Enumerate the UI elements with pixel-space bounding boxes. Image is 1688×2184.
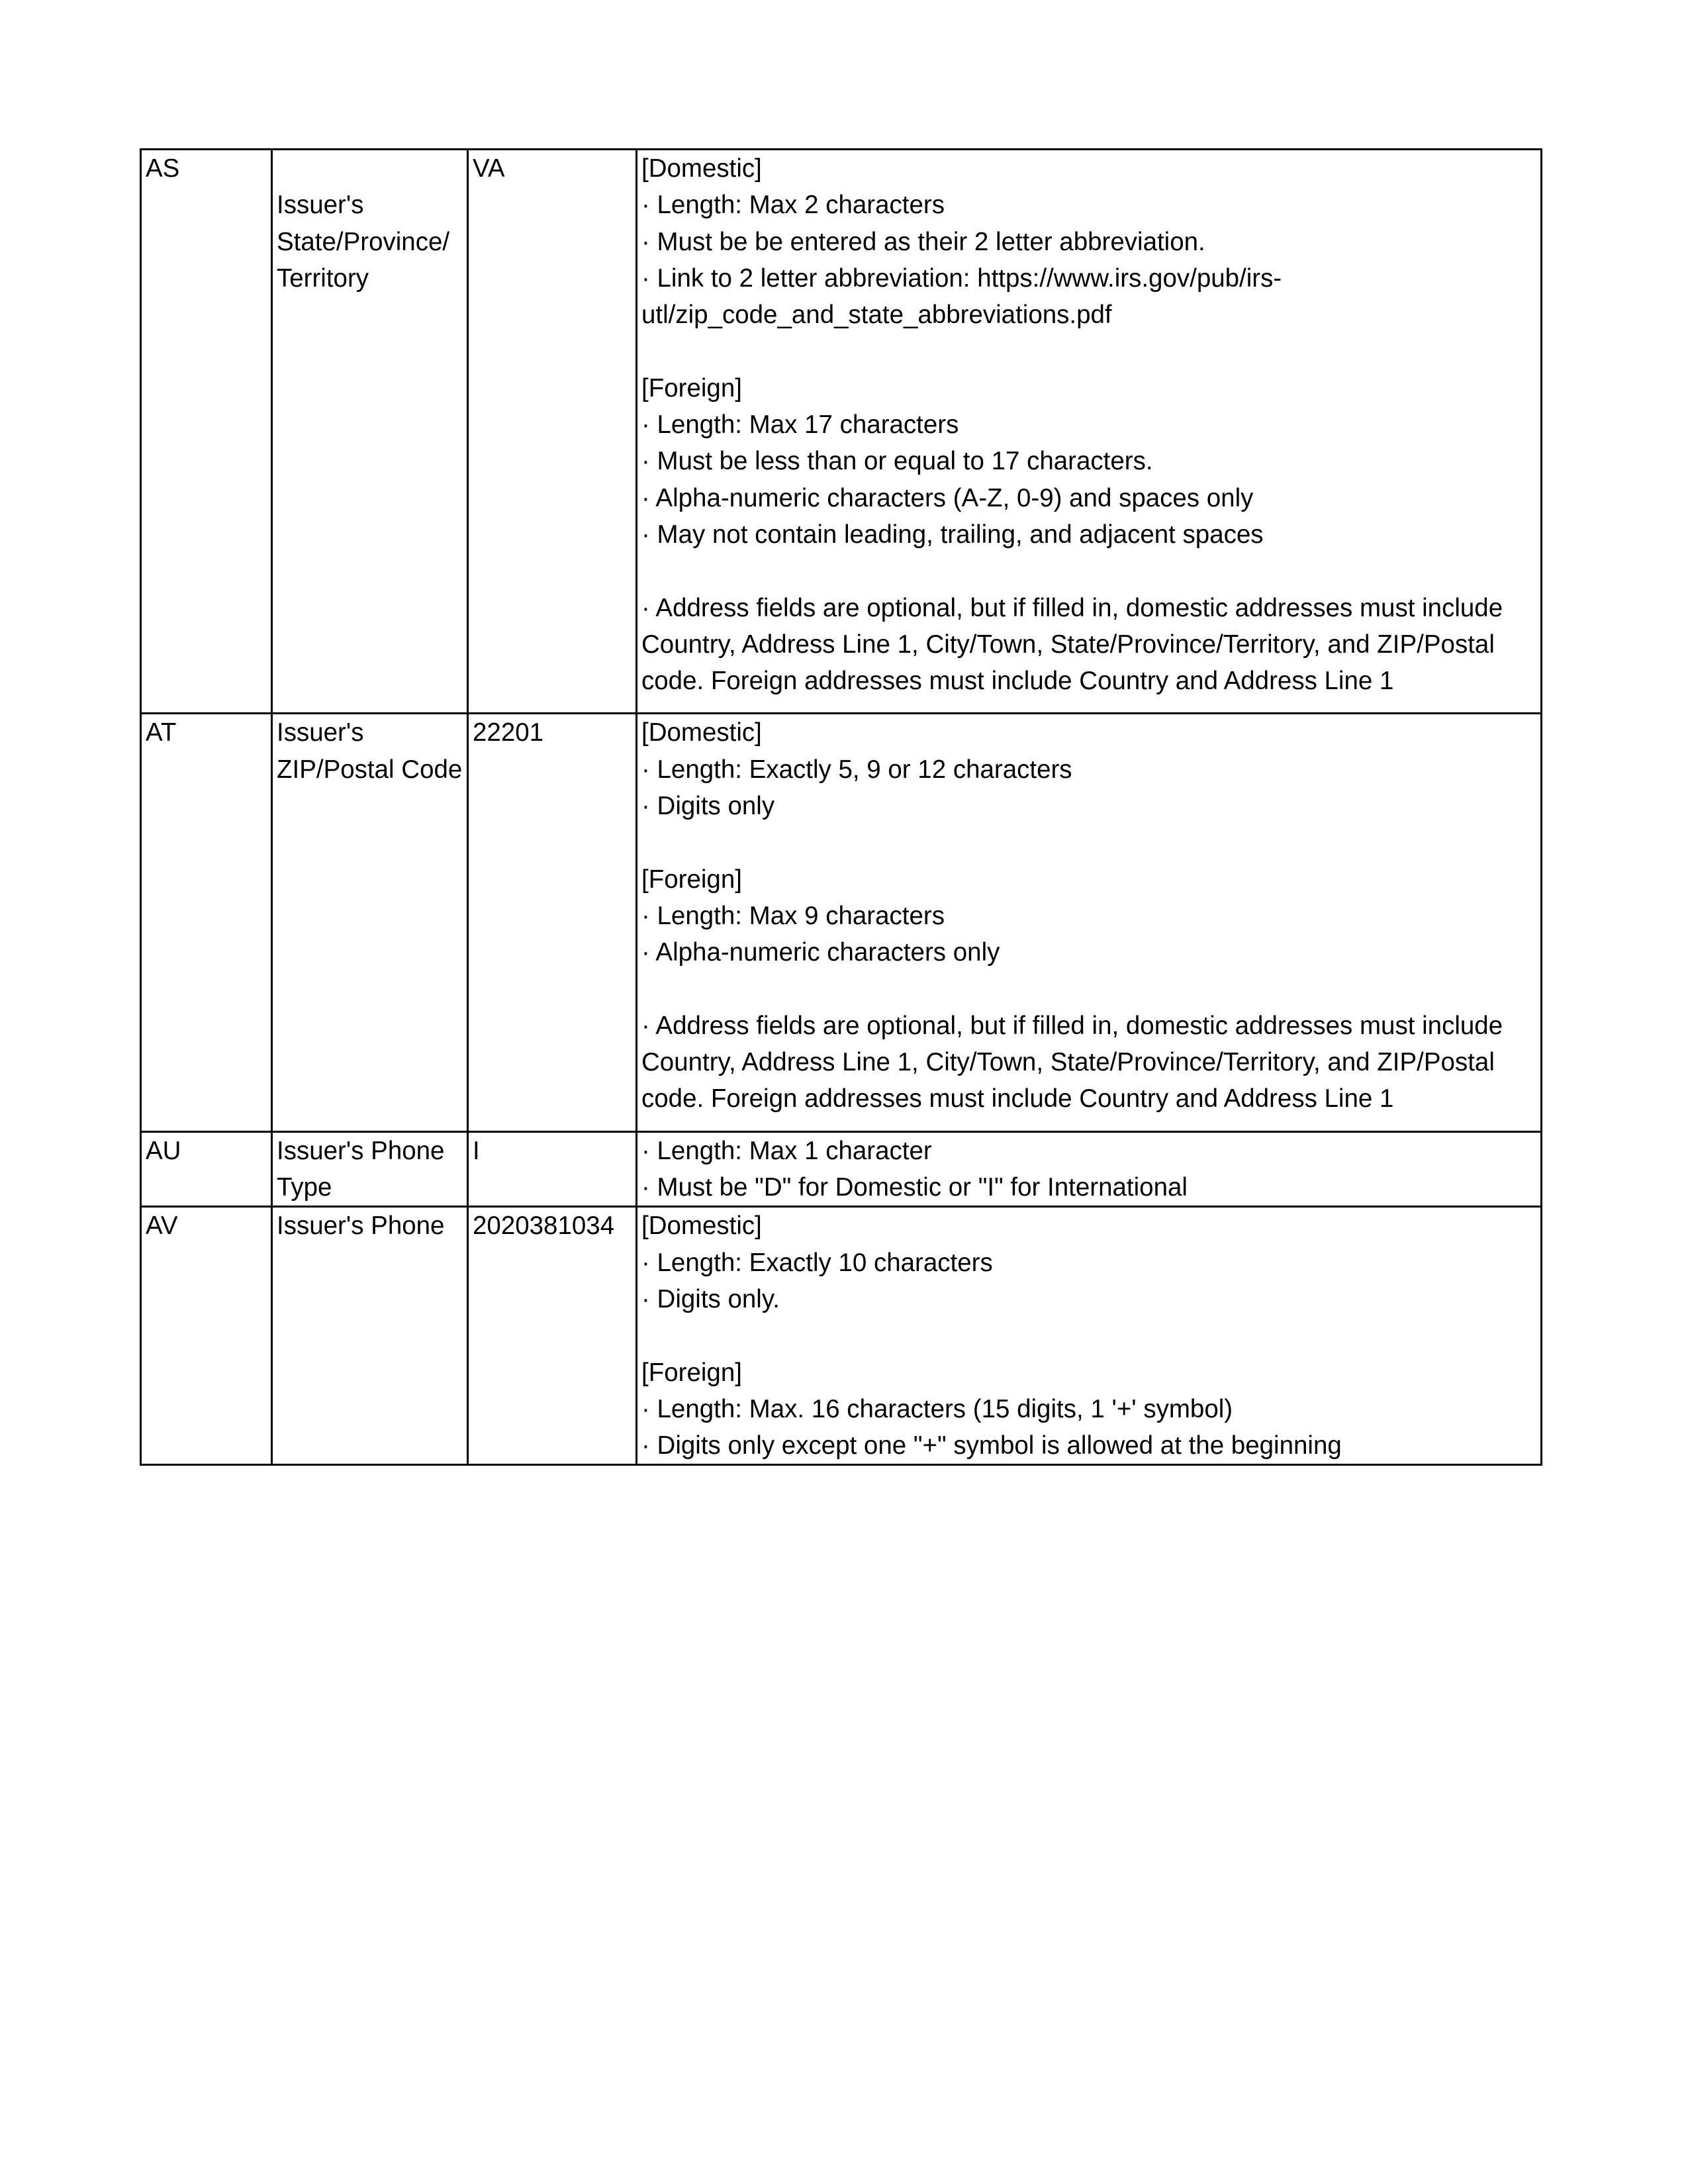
rule-line: [641, 333, 1540, 369]
rules-cell: [637, 714, 1542, 1131]
rule-line: · Digits only except one "+" symbol is allowed at the beginning: [641, 1431, 1342, 1460]
rules-cell: [637, 1131, 1542, 1207]
field-name-line: [277, 150, 467, 187]
column-code-cell: [141, 1131, 272, 1207]
rule-line: [641, 824, 1540, 861]
rule-line: · Alpha-numeric characters (A-Z, 0-9) and spaces only: [641, 483, 1254, 512]
table-row: [141, 1207, 1542, 1465]
column-code-cell: [141, 150, 272, 714]
rule-line: · Link to 2 letter abbreviation: https://www.irs.gov/pub/irs-: [641, 263, 1282, 293]
rule-line: code. Foreign addresses must include Country and Address Line 1: [641, 667, 1394, 696]
column-code-cell: [141, 714, 272, 1131]
rule-line: · Address fields are optional, but if filled in, domestic addresses must include: [641, 1011, 1503, 1040]
rule-line: [Domestic]: [641, 718, 762, 747]
field-name-line: Issuer's: [277, 191, 364, 220]
field-name-cell: [272, 1207, 468, 1465]
rule-line: · Address fields are optional, but if filled in, domestic addresses must include: [641, 593, 1503, 622]
table-row: [141, 150, 1542, 714]
rule-line: · Digits only.: [641, 1284, 780, 1313]
rule-line: · Length: Exactly 5, 9 or 12 characters: [641, 755, 1072, 784]
rule-line: · May not contain leading, trailing, and adjacent spaces: [641, 520, 1264, 549]
rule-line: Country, Address Line 1, City/Town, State/Province/Territory, and ZIP/Postal: [641, 630, 1495, 659]
rule-line: [641, 553, 1540, 589]
field-name-line: ZIP/Postal Code: [277, 755, 463, 784]
field-name-line: Territory: [277, 263, 369, 293]
rule-line: · Alpha-numeric characters only: [641, 938, 1000, 967]
column-code: AT: [146, 718, 177, 747]
field-name-line: Issuer's Phone: [277, 1211, 445, 1241]
field-name-line: Issuer's: [277, 718, 364, 747]
column-code-cell: [141, 1207, 272, 1465]
rule-line: [Domestic]: [641, 1211, 762, 1241]
rule-line: utl/zip_code_and_state_abbreviations.pdf: [641, 301, 1112, 330]
rule-line: · Must be less than or equal to 17 characters.: [641, 447, 1153, 476]
rule-line: Country, Address Line 1, City/Town, State/Province/Territory, and ZIP/Postal: [641, 1048, 1495, 1077]
rule-line: [Foreign]: [641, 373, 742, 403]
example-value-cell: [468, 1131, 637, 1207]
column-code: AV: [146, 1211, 178, 1241]
rule-line: · Digits only: [641, 792, 775, 821]
rule-line: · Length: Max 17 characters: [641, 410, 959, 440]
column-code: AU: [146, 1136, 181, 1165]
example-value-cell: [468, 714, 637, 1131]
rule-line: [641, 971, 1540, 1008]
table-row: [141, 714, 1542, 1131]
rule-line: [Domestic]: [641, 154, 762, 183]
example-value: I: [473, 1136, 480, 1165]
field-name-line: Type: [277, 1173, 332, 1202]
field-spec-table: [140, 148, 1542, 1466]
field-name-line: Issuer's Phone: [277, 1136, 445, 1165]
rules-cell: [637, 1207, 1542, 1465]
field-name-cell: [272, 714, 468, 1131]
rule-line: [641, 1317, 1540, 1354]
rules-cell: [637, 150, 1542, 714]
rule-line: · Must be be entered as their 2 letter abbreviation.: [641, 227, 1205, 256]
rule-line: [Foreign]: [641, 1358, 742, 1387]
rule-line: [Foreign]: [641, 865, 742, 894]
rule-line: · Length: Max 9 characters: [641, 901, 945, 930]
rule-line: code. Foreign addresses must include Country and Address Line 1: [641, 1084, 1394, 1114]
field-name-cell: [272, 150, 468, 714]
rule-line: · Length: Max 2 characters: [641, 191, 945, 220]
example-value-cell: [468, 1207, 637, 1465]
example-value: VA: [473, 154, 505, 183]
rule-line: · Length: Exactly 10 characters: [641, 1248, 993, 1277]
rule-line: · Length: Max 1 character: [641, 1136, 932, 1165]
column-code: AS: [146, 154, 180, 183]
example-value: 2020381034: [473, 1211, 615, 1241]
field-name-line: State/Province/: [277, 227, 450, 256]
field-name-cell: [272, 1131, 468, 1207]
table-row: [141, 1131, 1542, 1207]
example-value: 22201: [473, 718, 544, 747]
rule-line: · Length: Max. 16 characters (15 digits, 1 '+' symbol): [641, 1394, 1233, 1423]
rule-line: · Must be "D" for Domestic or "I" for International: [641, 1173, 1188, 1202]
example-value-cell: [468, 150, 637, 714]
